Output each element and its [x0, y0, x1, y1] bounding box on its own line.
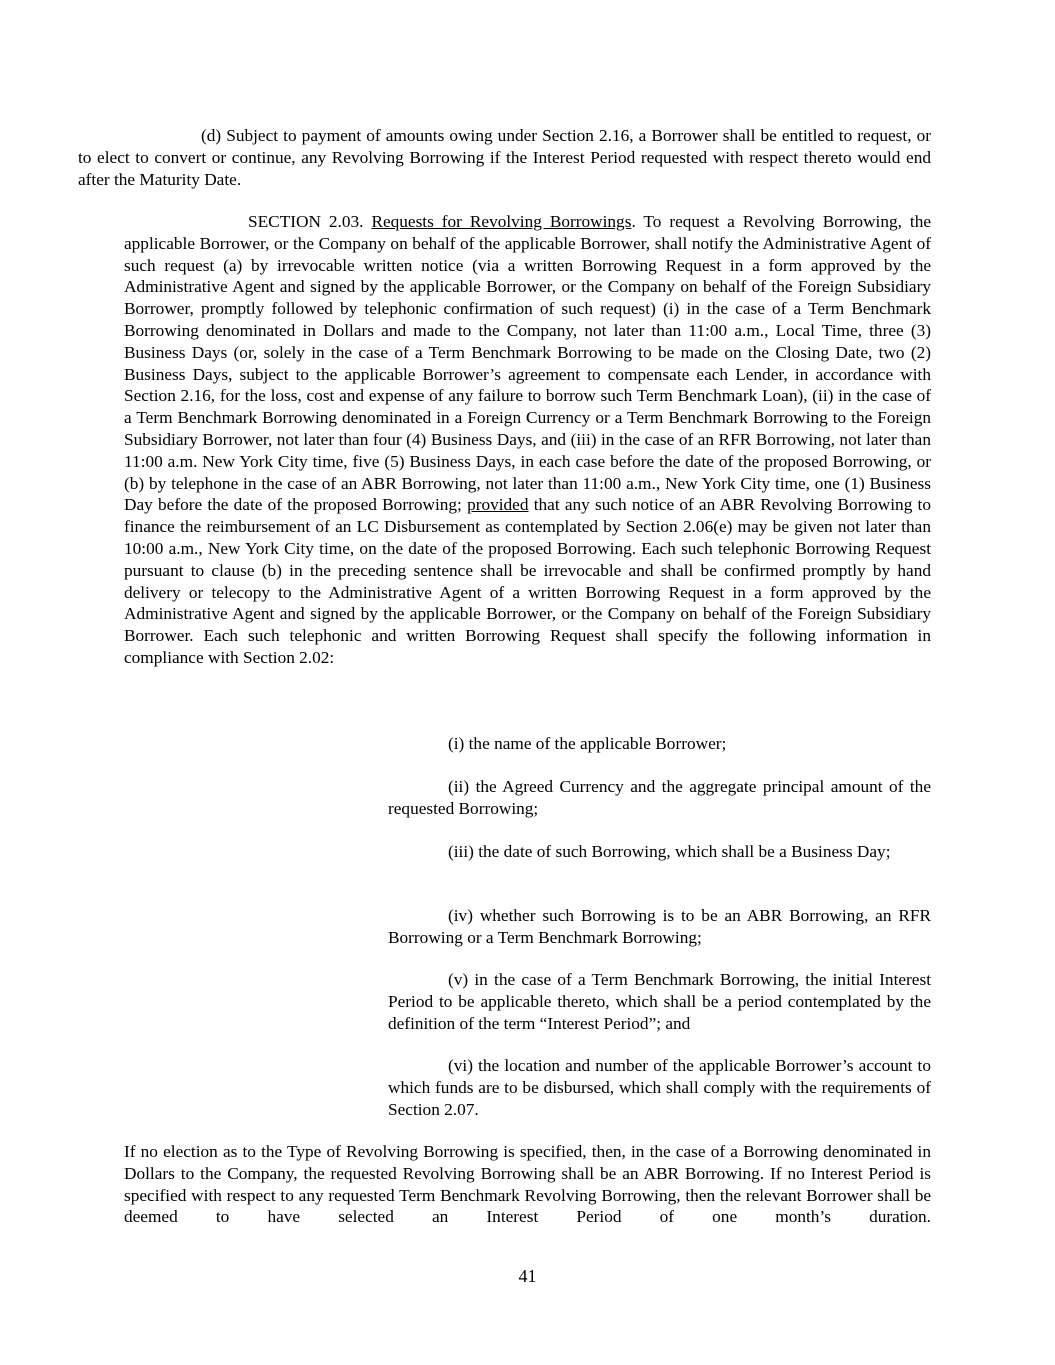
section-heading-period: .	[631, 212, 636, 231]
section-2-03-paragraph	[124, 211, 931, 669]
list-item-vi: (vi) the location and number of the applicable Borrower’s account to which funds are to be disbursed, which shall comply with the requirements of Section 2.07.	[388, 1056, 931, 1119]
list-item-v: (v) in the case of a Term Benchmark Borrowing, the initial Interest Period to be applicable thereto, which shall be a period contemplated by the definition of the term “Interest Period”; and	[388, 970, 931, 1033]
section-label: SECTION 2.03.	[248, 212, 364, 231]
section-heading: Requests for Revolving Borrowings	[371, 212, 632, 231]
page-number: 41	[518, 1266, 537, 1286]
list-item-iii: (iii) the date of such Borrowing, which shall be a Business Day;	[448, 842, 891, 861]
list-item-ii: (ii) the Agreed Currency and the aggregate principal amount of the requested Borrowing;	[388, 777, 931, 818]
list-item-i: (i) the name of the applicable Borrower;	[448, 734, 727, 753]
list-item-iv: (iv) whether such Borrowing is to be an ABR Borrowing, an RFR Borrowing or a Term Benchmark Borrowing;	[388, 906, 931, 947]
section-body-part-1: To request a Revolving Borrowing, the applicable Borrower, or the Company on behalf of the applicable Borrower, shall notify the Administrative Agent of such request (a) by irrevocable written notice (via a written Borrowing Request in a form approved by the Administrative Agent and signed by the applicable Borrower, or the Company on behalf of the Foreign Subsidiary Borrower, promptly followed by telephonic confirmation of such request) (i) in the case of a Term Benchmark Borrowing denominated in Dollars and made to the Company, not later than 11:00 a.m., Local Time, three (3) Business Days (or, solely in the case of a Term Benchmark Borrowing to be made on the Closing Date, two (2) Business Days, subject to the applicable Borrower’s agreement to compensate each Lender, in accordance with Section 2.16, for the loss, cost and expense of any failure to borrow such Term Benchmark Loan), (ii) in the case of a Term Benchmark Borrowing denominated in a Foreign Currency or a Term Benchmark Borrowing to the Foreign Subsidiary Borrower, not later than four (4) Business Days, and (iii) in the case of an RFR Borrowing, not later than 11:00 a.m. New York City time, five (5) Business Days, in each case before the date of the proposed Borrowing, or (b) by telephone in the case of an ABR Borrowing, not later than 11:00 a.m., New York City time, one (1) Business Day before the date of the proposed Borrowing;	[124, 212, 932, 515]
section-body-part-2: that any such notice of an ABR Revolving Borrowing to finance the reimbursement of an LC Disbursement as contemplated by Section 2.06(e) may be given not later than 10:00 a.m., New York City time, on the date of the proposed Borrowing. Each such telephonic Borrowing Request pursuant to clause (b) in the preceding sentence shall be irrevocable and shall be confirmed promptly by hand delivery or telecopy to the Administrative Agent of a written Borrowing Request in a form approved by the Administrative Agent and signed by the applicable Borrower, or the Company on behalf of the Foreign Subsidiary Borrower. Each such telephonic and written Borrowing Request shall specify the following information in compliance with Section 2.02:	[124, 495, 931, 667]
paragraph-d: (d) Subject to payment of amounts owing under Section 2.16, a Borrower shall be entitled to request, or to elect to convert or continue, any Revolving Borrowing if the Interest Period requested with respect thereto would end after the Maturity Date.	[78, 126, 931, 189]
provided-term: provided	[467, 495, 529, 515]
closing-paragraph: If no election as to the Type of Revolving Borrowing is specified, then, in the case of a Borrowing denominated in Dollars to the Company, the requested Revolving Borrowing shall be an ABR Borrowing. If no Interest Period is specified with respect to any requested Term Benchmark Revolving Borrowing, then the relevant Borrower shall be deemed to have selected an Interest Period of one month’s duration.	[124, 1142, 931, 1227]
